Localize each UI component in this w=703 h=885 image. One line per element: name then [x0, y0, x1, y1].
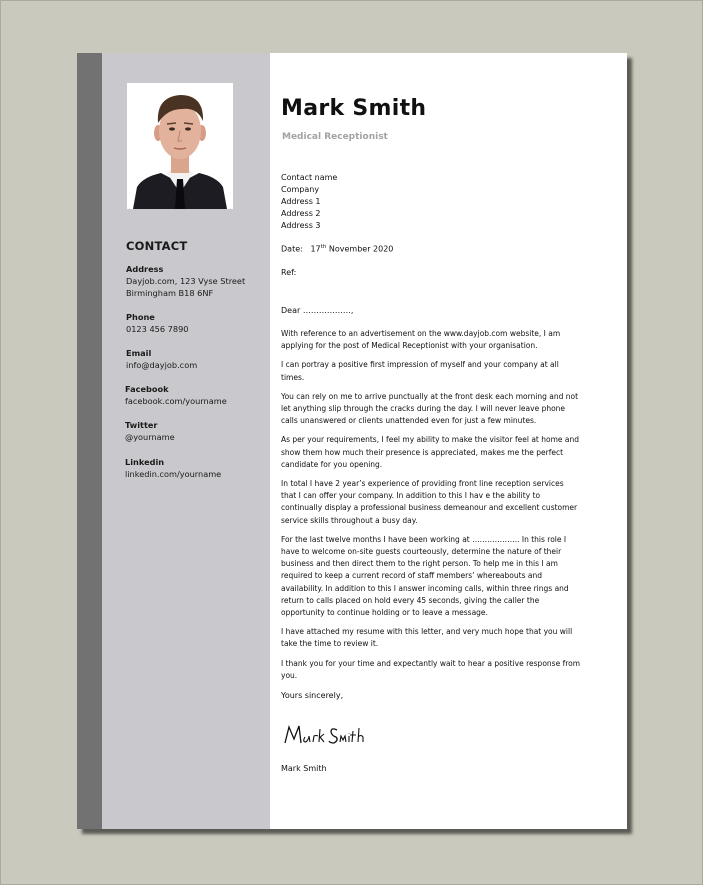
paragraph: For the last twelve months I have been working at ………………. In this role I have to welcome on-site guests courteously, determine the nature of their business and then direct them to the right person. To help me in this I am required to keep a current record of staff members’ whereabouts and availability. In addition to this I answer incoming calls, within three rings and return to calls placed on hold every 45 seconds, giving the caller the opportunity to continue holding or to leave a message. [281, 534, 569, 618]
address-label: Address [126, 264, 164, 274]
salutation: Dear ………………, [281, 306, 354, 315]
letter-paragraphs [281, 328, 581, 689]
address-line-1: Dayjob.com, 123 Vyse Street [126, 276, 246, 286]
profile-photo [127, 83, 233, 209]
phone-label: Phone [126, 312, 155, 322]
linkedin-block [125, 456, 221, 480]
closing: Yours sincerely, [281, 691, 344, 700]
facebook-label: Facebook [125, 384, 169, 394]
recipient-company: Company [281, 185, 320, 194]
recipient-contact-name: Contact name [281, 173, 338, 182]
linkedin-value: linkedin.com/yourname [125, 469, 222, 479]
facebook-block [125, 383, 227, 407]
address-line-2: Birmingham B18 6NF [126, 288, 214, 298]
phone-block [126, 311, 189, 335]
phone-value: 0123 456 7890 [126, 324, 189, 334]
paragraph: In total I have 2 year’s experience of providing front line reception services that I can offer your company. In addition to this I hav e the ability to continually display a professional business demeanour and excellent customer service skills throughout a busy day. [281, 479, 578, 525]
recipient-address-3: Address 3 [281, 221, 321, 230]
contact-heading: CONTACT [126, 239, 188, 253]
date-day: 17 [310, 244, 321, 254]
sidebar [102, 53, 270, 829]
paragraph: I can portray a positive first impression of myself and your company at all times. [281, 360, 559, 382]
paragraph: I thank you for your time and expectantly wait to hear a positive response from you. [281, 658, 581, 680]
paragraph: I have attached my resume with this letter, and very much hope that you will take the time to review it. [281, 627, 573, 649]
applicant-name: Mark Smith [281, 96, 427, 121]
date-rest: November 2020 [328, 244, 394, 254]
twitter-value: @yourname [125, 432, 175, 442]
left-stripe [77, 53, 102, 829]
recipient-address-2: Address 2 [281, 209, 321, 218]
portrait-image [127, 83, 233, 209]
email-value: info@dayjob.com [126, 360, 198, 370]
linkedin-label: Linkedin [125, 457, 165, 467]
recipient-address [281, 172, 337, 232]
date-suffix: th [320, 244, 327, 250]
twitter-block [125, 419, 175, 443]
cover-letter-page [77, 53, 627, 829]
handwritten-signature [281, 721, 371, 749]
facebook-value: facebook.com/yourname [125, 396, 227, 406]
paragraph: You can rely on me to arrive punctually at the front desk each morning and not let anything slip through the cracks during the day. I will never leave phone calls unanswered or clients unattended even for just a few minutes. [281, 391, 579, 426]
recipient-address-1: Address 1 [281, 197, 321, 206]
email-block [126, 347, 197, 371]
paragraph: As per your requirements, I feel my ability to make the visitor feel at home and show them how much their presence is appreciated, makes me the perfect candidate for you opening. [281, 435, 580, 469]
letter-date [281, 244, 393, 254]
paragraph: With reference to an advertisement on the www.dayjob.com website, I am applying for the post of Medical Receptionist with your organisation. [281, 329, 561, 351]
twitter-label: Twitter [125, 420, 158, 430]
ref-label: Ref: [281, 268, 297, 277]
email-label: Email [126, 348, 152, 358]
signed-name: Mark Smith [281, 764, 327, 773]
address-block [126, 263, 245, 299]
date-label: Date: [281, 244, 303, 254]
job-title: Medical Receptionist [282, 132, 388, 142]
